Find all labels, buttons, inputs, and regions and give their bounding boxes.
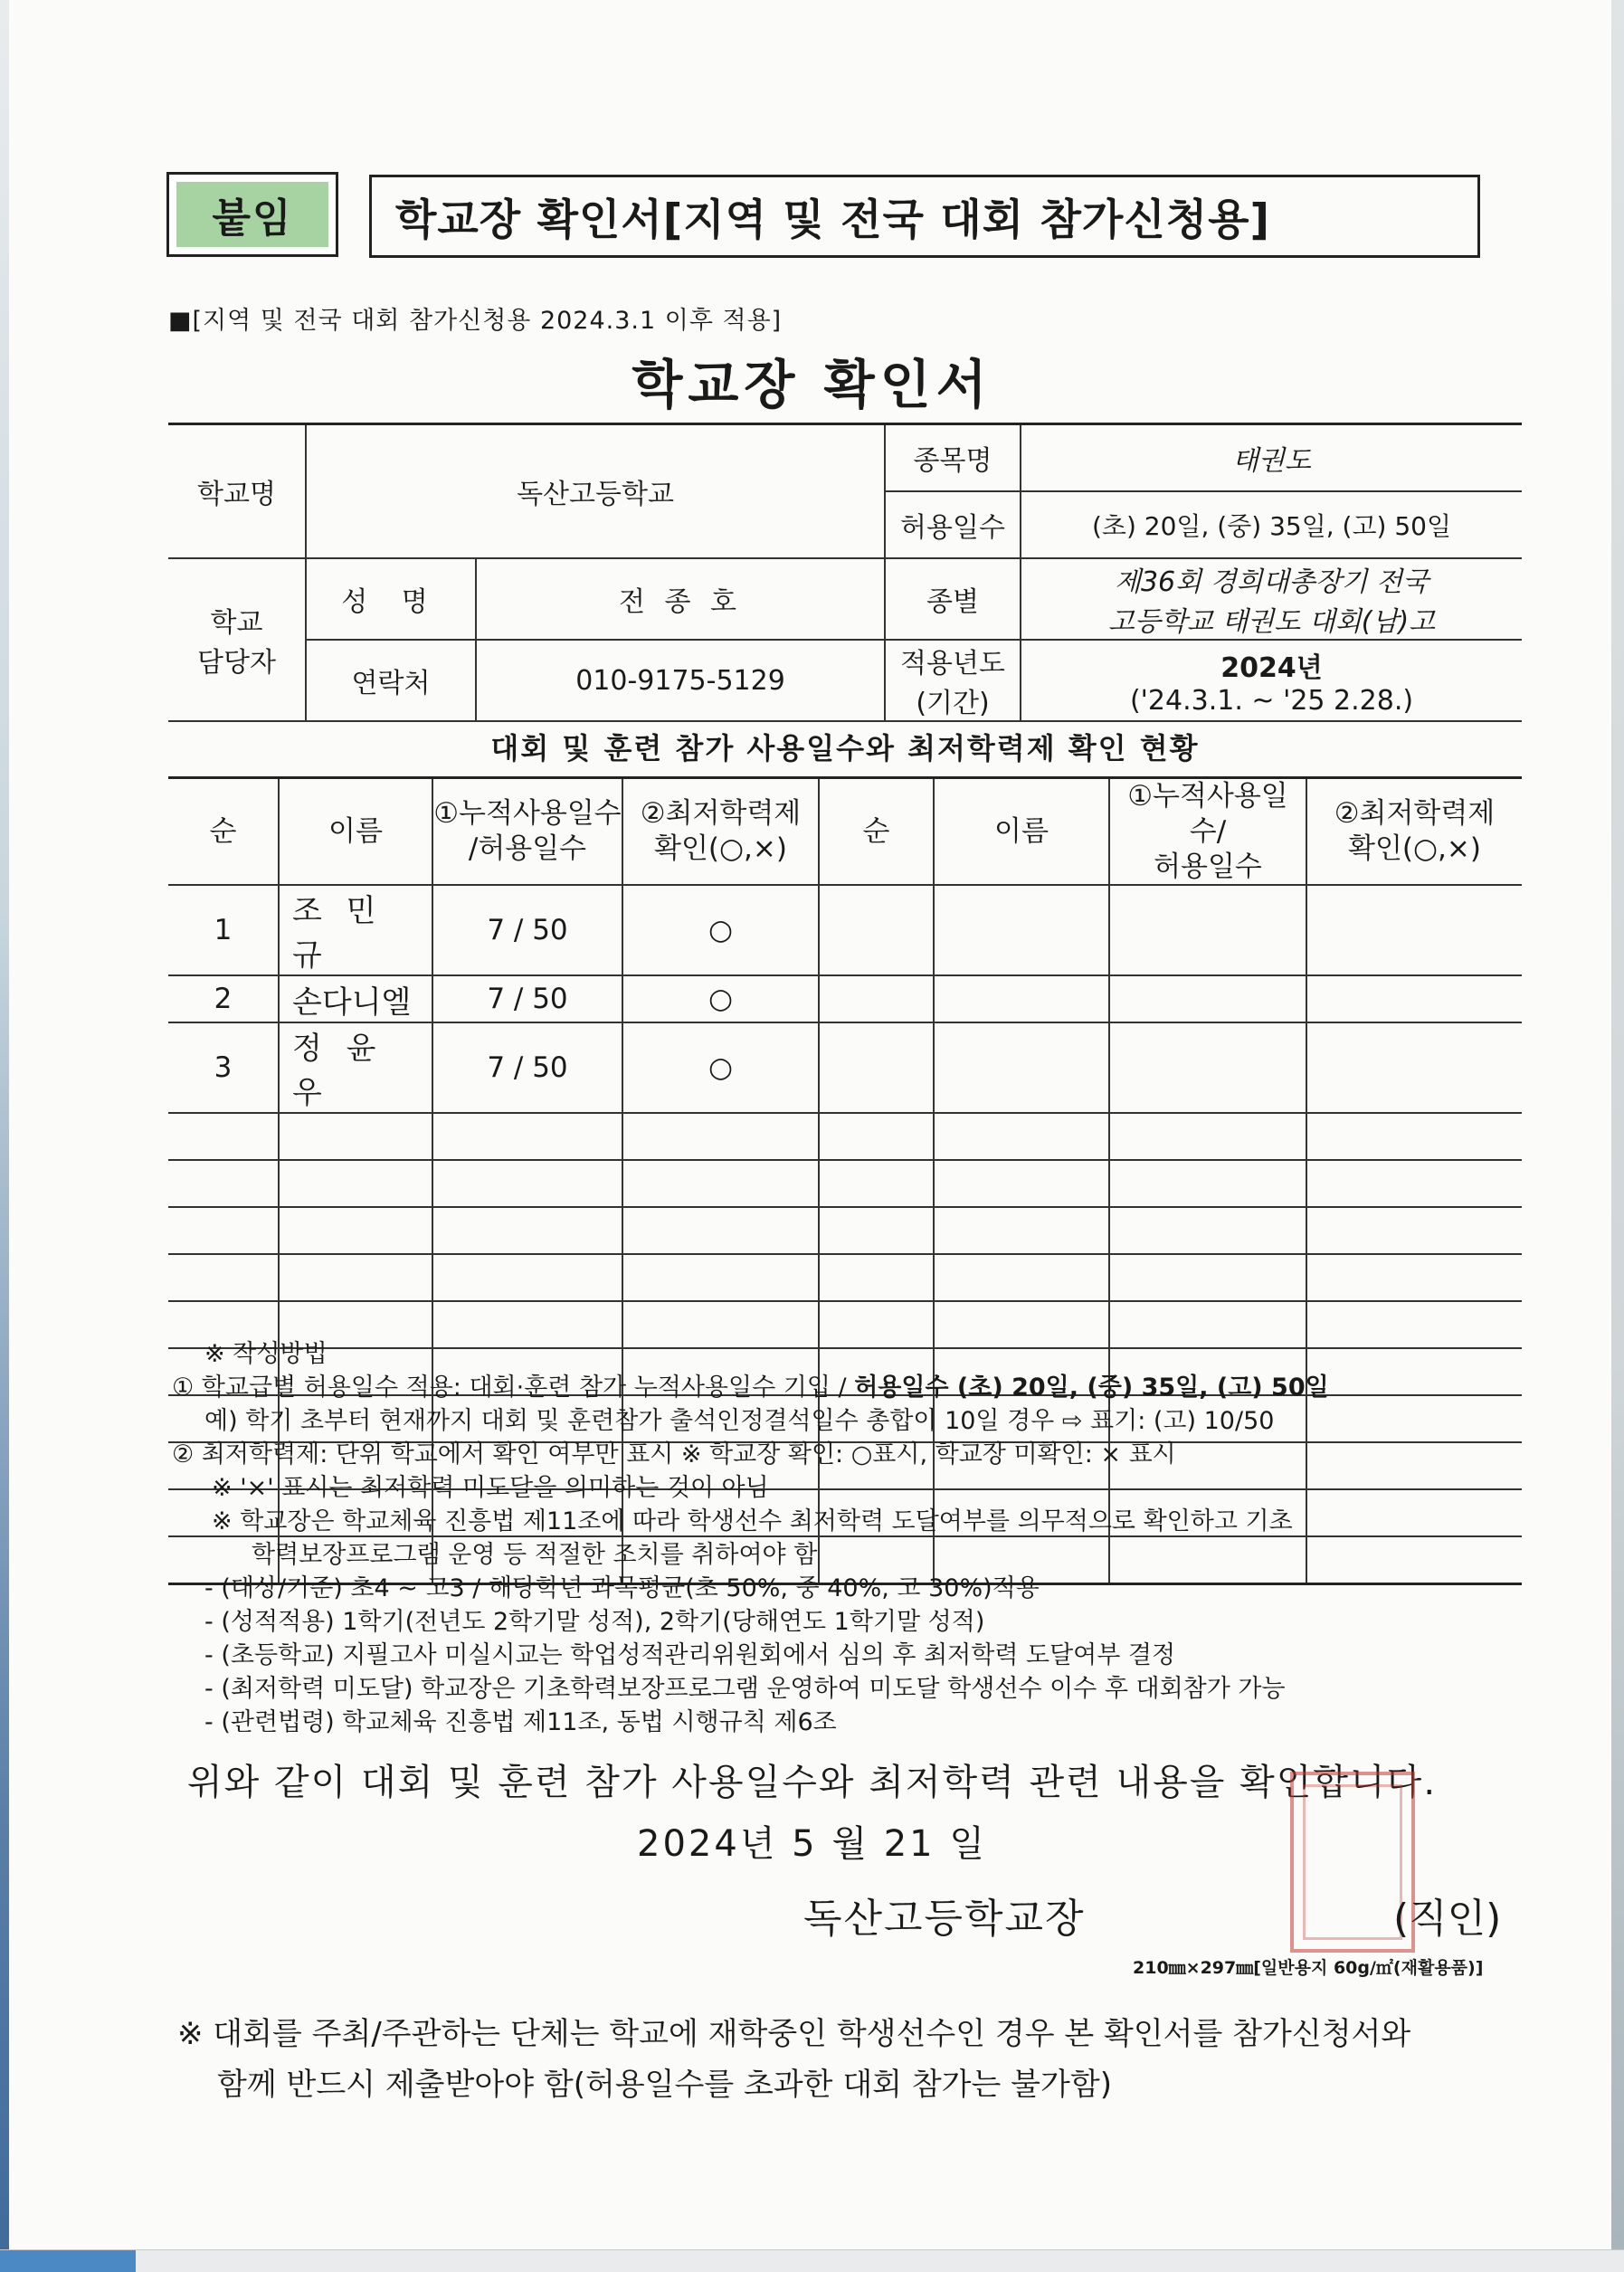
paper-spec: 210㎜×297㎜[일반용지 60g/㎡(재활용품)]	[1133, 1958, 1484, 1978]
contact-label: 연락처	[306, 640, 476, 721]
year-label-line2: (기간)	[916, 688, 990, 719]
instruction-8: - (최저학력 미도달) 학교장은 기초학력보장프로그램 운영하여 미도달 학생선수 이수 후 대회참가 가능	[204, 1675, 1286, 1703]
header-days-right-line1: ①누적사용일수/	[1127, 780, 1288, 848]
instruction-4: ※ 학교장은 학교체육 진흥법 제11조에 따라 학생선수 최저학력 도달여부를 의무적으로 확인하고 기초	[212, 1507, 1293, 1535]
category-line2: 고등학교 태권도 대회(남)고	[1107, 606, 1436, 638]
document-title: 학교장 확인서	[632, 354, 992, 415]
category-label: 종별	[885, 558, 1021, 640]
form-title: 학교장 확인서[지역 및 전국 대회 참가신청용]	[369, 175, 1480, 258]
manager-label-line2: 담당자	[197, 647, 276, 679]
submission-note-line1: ※ 대회를 주최/주관하는 단체는 학교에 재학중인 학생선수인 경우 본 확인서를 참가신청서와	[177, 2016, 1411, 2052]
year-value-cell	[1021, 640, 1522, 721]
info-table	[168, 423, 1522, 722]
issue-date: 2024년 5 월 21 일	[637, 1823, 987, 1865]
row-days: 7 / 50	[432, 1022, 622, 1113]
row-check: ○	[622, 975, 819, 1022]
row-days: 7 / 50	[432, 885, 622, 975]
category-line1: 제36회 경희대총장기 전국	[1114, 566, 1429, 598]
instruction-2: ② 최저학력제: 단위 학교에서 확인 여부만 표시 ※ 학교장 확인: ○표시, 학교장 미확인: × 표시	[172, 1440, 1176, 1469]
row-name: 조 민 규	[279, 885, 432, 975]
section-title: 대회 및 훈련 참가 사용일수와 최저학력제 확인 현황	[490, 731, 1200, 765]
roster-header-row	[168, 778, 1522, 886]
row-days: 7 / 50	[432, 975, 622, 1022]
header-no-right: 순	[819, 778, 934, 886]
instruction-1-bold: 허용일수 (초) 20일, (중) 35일, (고) 50일	[854, 1374, 1329, 1402]
year-label-line1: 적용년도	[900, 648, 1005, 680]
header-academic-right	[1306, 778, 1522, 886]
instruction-4b: 학력보장프로그램 운영 등 적절한 조치를 취하여야 함	[252, 1541, 818, 1569]
header-academic-right-line1: ②최저학력제	[1334, 797, 1496, 831]
table-row-empty	[168, 1207, 1522, 1254]
row-name: 손다니엘	[279, 975, 432, 1022]
table-row	[168, 885, 1522, 975]
table-row	[168, 1022, 1522, 1113]
row-no: 2	[168, 975, 279, 1022]
submission-note-line2: 함께 반드시 제출받아야 함(허용일수를 초과한 대회 참가는 불가함)	[217, 2067, 1112, 2103]
table-row-empty	[168, 1254, 1522, 1301]
row-check: ○	[622, 1022, 819, 1113]
header-no: 순	[168, 778, 279, 886]
instruction-6: - (성적적용) 1학기(전년도 2학기말 성적), 2학기(당해연도 1학기말 성적)	[204, 1608, 985, 1636]
manager-label	[168, 558, 306, 721]
allowed-days-value: (초) 20일, (중) 35일, (고) 50일	[1021, 491, 1522, 558]
header-days	[432, 778, 622, 886]
instruction-5: - (대상/기준) 초4 ~ 고3 / 해당학년 과목평균(초 50%, 중 40%, 고 30%)적용	[204, 1574, 1040, 1602]
header-days-right	[1109, 778, 1306, 886]
event-label: 종목명	[885, 424, 1021, 492]
header-name: 이름	[279, 778, 432, 886]
table-row-empty	[168, 1113, 1522, 1160]
event-value: 태권도	[1021, 424, 1522, 492]
instruction-9: - (관련법령) 학교체육 진흥법 제11조, 동법 시행규칙 제6조	[204, 1708, 837, 1736]
year-label	[885, 640, 1021, 721]
contact-value: 010-9175-5129	[476, 640, 885, 721]
period-value: ('24.3.1. ~ '25 2.28.)	[1129, 684, 1414, 717]
attachment-tag-label: 붙임	[176, 182, 328, 247]
instructions-heading: ※ 작성방법	[204, 1340, 328, 1368]
header-days-right-line2: 허용일수	[1154, 850, 1262, 883]
header-academic-line1: ②최저학력제	[640, 797, 802, 831]
name-label: 성 명	[306, 558, 476, 640]
header-academic-line2: 확인(○,×)	[654, 832, 787, 866]
header-academic	[622, 778, 819, 886]
year-value: 2024년	[1220, 651, 1323, 684]
applicability-note: ■[지역 및 전국 대회 참가신청용 2024.3.1 이후 적용]	[168, 307, 783, 335]
header-days-line1: ①누적사용일수	[433, 797, 622, 831]
row-check: ○	[622, 885, 819, 975]
scan-edge-bottom	[0, 2249, 1624, 2272]
instruction-7: - (초등학교) 지필고사 미실시교는 학업성적관리위원회에서 심의 후 최저학력 도달여부 결정	[204, 1641, 1176, 1669]
signer-name: 독산고등학교장	[803, 1896, 1086, 1942]
table-row-empty	[168, 1160, 1522, 1207]
instruction-3: ※ '×' 표시는 최저학력 미도달을 의미하는 것이 아님	[212, 1474, 769, 1502]
scan-edge-right	[1611, 0, 1624, 2271]
row-no: 1	[168, 885, 279, 975]
school-label: 학교명	[168, 424, 306, 559]
header-days-line2: /허용일수	[468, 832, 587, 866]
header-academic-right-line2: 확인(○,×)	[1348, 832, 1481, 866]
submission-note	[177, 2009, 1410, 2110]
header-name-right: 이름	[934, 778, 1109, 886]
table-row	[168, 975, 1522, 1022]
allowed-days-label: 허용일수	[885, 491, 1021, 558]
name-value: 전 종 호	[476, 558, 885, 640]
school-value: 독산고등학교	[306, 424, 885, 559]
row-name: 정 윤 우	[279, 1022, 432, 1113]
instruction-1	[172, 1371, 1329, 1404]
instruction-1-example: 예) 학기 초부터 현재까지 대회 및 훈련참가 출석인정결석일수 총합이 10일 경우 ⇨ 표기: (고) 10/50	[204, 1407, 1275, 1435]
category-value	[1021, 558, 1522, 640]
seal-label: (직인)	[1393, 1896, 1502, 1942]
instructions	[172, 1337, 1329, 1739]
row-no: 3	[168, 1022, 279, 1113]
confirmation-statement: 위와 같이 대회 및 훈련 참가 사용일수와 최저학력 관련 내용을 확인합니다.	[186, 1762, 1438, 1803]
scan-edge-left	[0, 0, 9, 2271]
manager-label-line1: 학교	[210, 607, 263, 639]
attachment-tag	[166, 172, 338, 257]
instruction-1-text: ① 학교급별 허용일수 적용: 대회·훈련 참가 누적사용일수 기입 /	[172, 1374, 855, 1402]
